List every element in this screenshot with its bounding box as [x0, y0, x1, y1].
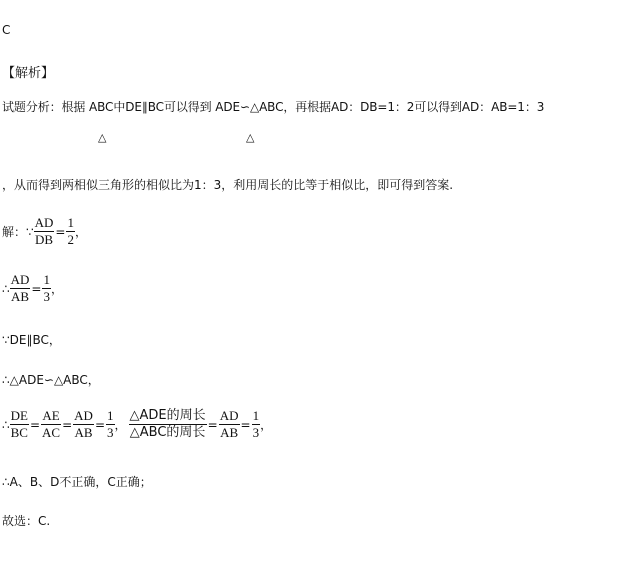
triangle-subscript-1: △: [98, 131, 107, 144]
fraction-denominator: AB: [74, 425, 93, 440]
fraction-denominator: DB: [35, 232, 54, 247]
step2-suffix: ，: [50, 282, 63, 296]
fraction-denominator: AC: [42, 425, 61, 440]
fraction-denominator: 3: [252, 425, 260, 440]
fraction-ad-ab: [73, 409, 94, 440]
analysis-line-1: 试题分析：根据 ABC中DE∥BC可以得到 ADE∽△ABC，再根据AD：DB=1：2可以得到AD：AB=1：3: [2, 100, 545, 114]
fraction-one-third: [252, 409, 261, 440]
solution-step-1: [2, 216, 87, 247]
solution-step-4: ∴△ADE∽△ABC，: [2, 373, 100, 387]
fraction-denominator: 2: [67, 232, 74, 247]
fraction-denominator: 3: [43, 289, 50, 304]
fraction-denominator: AB: [220, 425, 239, 440]
fraction-numerator: △ADE的周长: [129, 408, 206, 423]
equals-sign: =: [240, 417, 251, 432]
solution-step-3: ∵DE∥BC，: [2, 333, 61, 347]
answer-letter: C: [2, 23, 11, 37]
conclusion: 故选：C.: [2, 514, 51, 528]
fraction-one-third: [42, 273, 51, 304]
solution-step-5: [2, 409, 272, 440]
step5-comma: ，: [114, 418, 127, 432]
solution-step-2: [2, 273, 63, 304]
fraction-numerator: AE: [42, 408, 60, 423]
solution-step-6: ∴A、B、D不正确，C正确；: [2, 475, 152, 489]
fraction-one-third: [106, 409, 115, 440]
step5-prefix: ∴: [2, 417, 10, 432]
fraction-numerator: AD: [10, 272, 30, 287]
fraction-ad-db: [34, 216, 55, 247]
fraction-denominator: BC: [10, 425, 28, 440]
analysis-line-2: ，从而得到两相似三角形的相似比为1：3，利用周长的比等于相似比，即可得到答案.: [2, 178, 454, 192]
step1-prefix: 解：∵: [2, 225, 34, 239]
equals-sign: =: [55, 224, 66, 239]
fraction-ad-ab: [10, 273, 31, 304]
fraction-one-half: [66, 216, 75, 247]
fraction-numerator: AD: [219, 408, 239, 423]
equals-sign: =: [29, 417, 41, 432]
equals-sign: =: [207, 417, 218, 432]
fraction-numerator: DE: [10, 408, 28, 423]
triangle-subscript-2: △: [246, 131, 255, 144]
fraction-denominator: AB: [11, 289, 30, 304]
fraction-numerator: 1: [252, 408, 260, 423]
fraction-perimeter-ratio: [129, 409, 207, 440]
step1-suffix: ，: [74, 225, 87, 239]
step5-suffix: ，: [260, 418, 273, 432]
fraction-numerator: 1: [43, 272, 50, 287]
fraction-de-bc: [10, 409, 29, 440]
equals-sign: =: [94, 417, 106, 432]
fraction-numerator: AD: [34, 215, 54, 230]
step2-prefix: ∴: [2, 281, 10, 296]
fraction-numerator: 1: [107, 408, 114, 423]
equals-sign: =: [62, 417, 73, 432]
fraction-ae-ac: [41, 409, 61, 440]
fraction-numerator: 1: [67, 215, 74, 230]
fraction-denominator: 3: [107, 425, 114, 440]
fraction-denominator: △ABC的周长: [129, 425, 206, 440]
equals-sign: =: [31, 281, 42, 296]
section-title: 【解析】: [2, 66, 55, 81]
fraction-numerator: AD: [74, 408, 93, 423]
fraction-ad-ab: [219, 409, 240, 440]
